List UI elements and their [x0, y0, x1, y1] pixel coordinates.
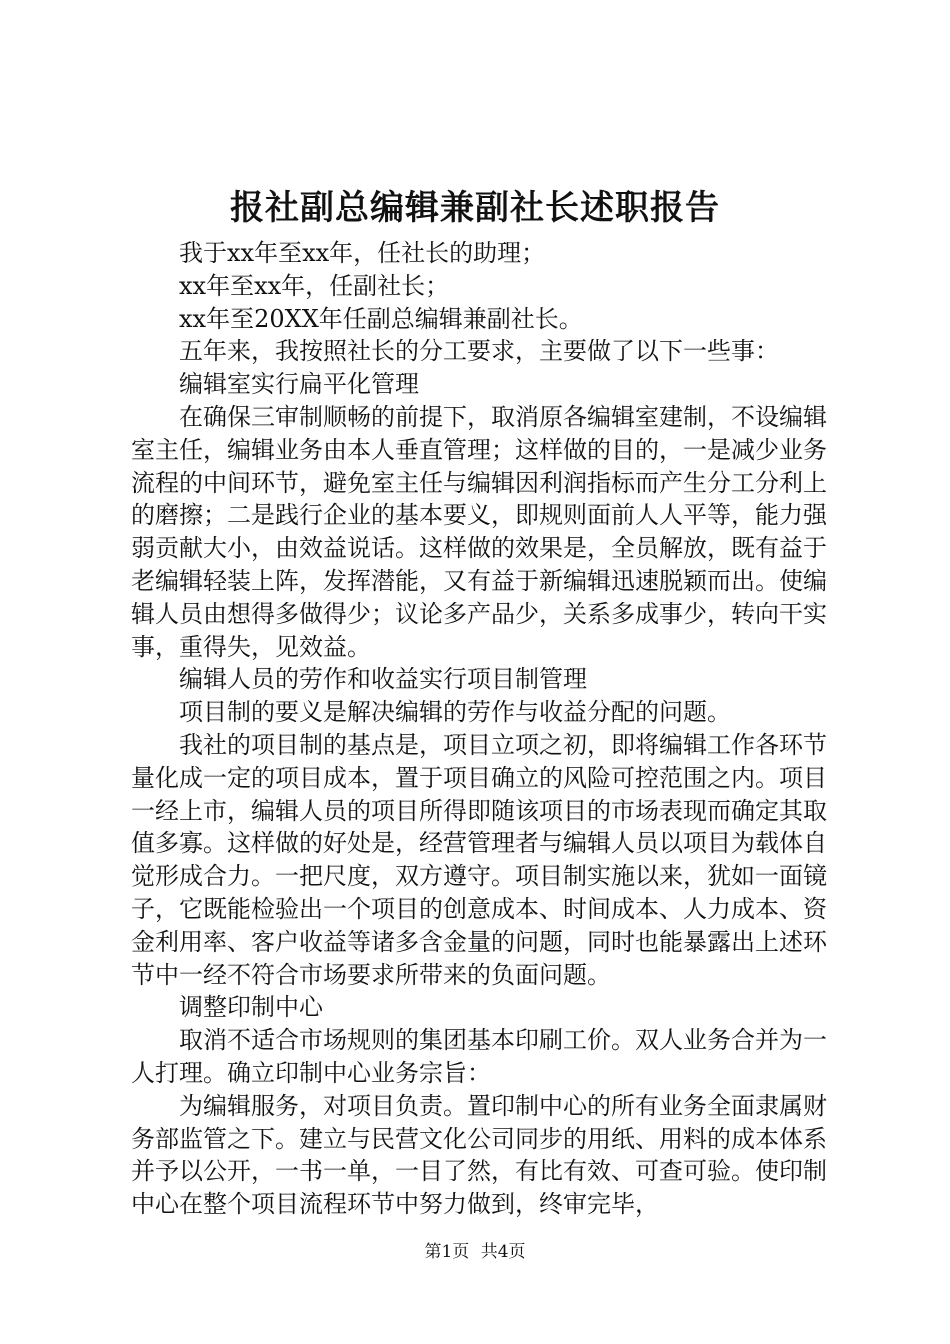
document-body [131, 237, 827, 1221]
paragraph: 取消不适合市场规则的集团基本印刷工价。双人业务合并为一人打理。确立印制中心业务宗旨： [131, 1026, 827, 1087]
paragraph: 为编辑服务，对项目负责。置印制中心的所有业务全面隶属财务部监管之下。建立与民营文化公司同步的用纸、用料的成本体系并予以公开，一书一单，一目了然，有比有效、可查可验。使印制中心在整个项目流程环节中努力做到，终审完毕， [131, 1091, 827, 1219]
paragraph: 我于xx年至xx年，任社长的助理； [179, 239, 546, 267]
document-title: 报社副总编辑兼副社长述职报告 [230, 188, 720, 228]
paragraph: 项目制的要义是解决编辑的劳作与收益分配的问题。 [179, 698, 731, 727]
section-heading: 编辑人员的劳作和收益实行项目制管理 [179, 665, 587, 694]
section-heading: 调整印制中心 [179, 993, 323, 1022]
page-total: 共4页 [480, 1242, 526, 1262]
paragraph: 五年来，我按照社长的分工要求，主要做了以下一些事： [179, 337, 779, 366]
page-footer [0, 1240, 950, 1264]
page-number: 第1页 [424, 1242, 470, 1262]
section-heading: 编辑室实行扁平化管理 [179, 370, 419, 399]
paragraph: xx年至xx年，任副社长； [179, 271, 450, 300]
paragraph: 在确保三审制顺畅的前提下，取消原各编辑室建制，不设编辑室主任，编辑业务由本人垂直管理；这样做的目的，一是减少业务流程的中间环节，避免室主任与编辑因利润指标而产生分工分利上的磨擦；二是践行企业的基本要义，即规则面前人人平等，能力强弱贡献大小，由效益说话。这样做的效果是，全员解放，既有益于老编辑轻装上阵，发挥潜能，又有益于新编辑迅速脱颖而出。使编辑人员由想得多做得少；议论多产品少，关系多成事少，转向干实事，重得失，见效益。 [131, 402, 827, 661]
paragraph: xx年至20XX年任副总编辑兼副社长。 [179, 304, 583, 333]
paragraph: 我社的项目制的基点是，项目立项之初，即将编辑工作各环节量化成一定的项目成本，置于项目确立的风险可控范围之内。项目一经上市，编辑人员的项目所得即随该项目的市场表现而确定其取值多寡。这样做的好处是，经营管理者与编辑人员以项目为载体自觉形成合力。一把尺度，双方遵守。项目制实施以来，犹如一面镜子，它既能检验出一个项目的创意成本、时间成本、人力成本、资金利用率、客户收益等诸多含金量的问题，同时也能暴露出上述环节中一经不符合市场要求所带来的负面问题。 [131, 730, 827, 989]
